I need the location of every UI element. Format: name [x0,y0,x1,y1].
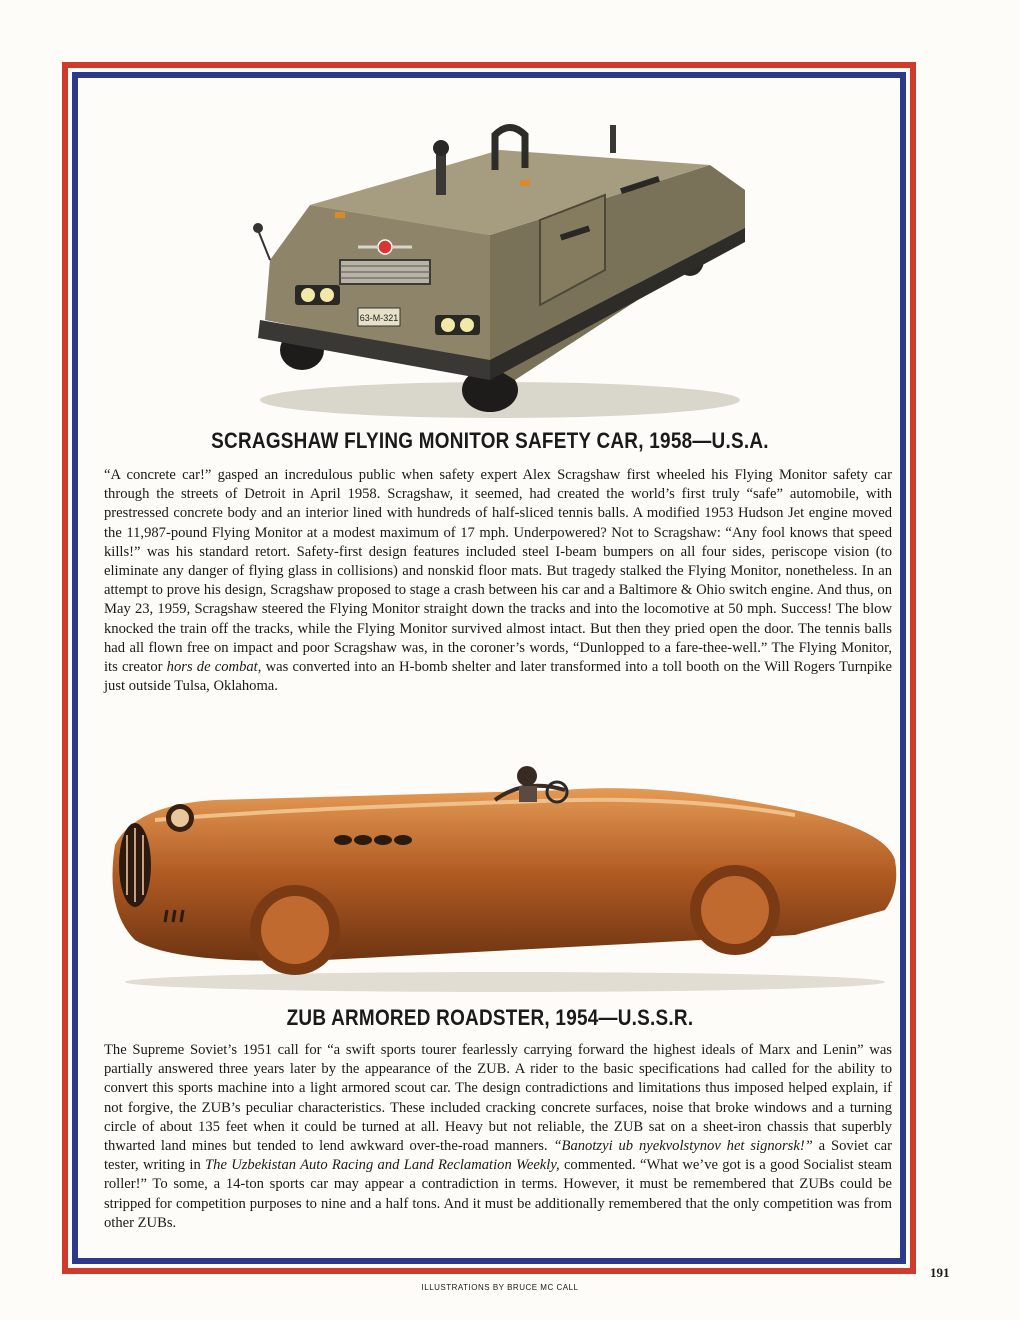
article1-body-main: “A concrete car!” gasped an incredulous public when safety expert Alex Scragshaw first wheeled his Flying Monitor safety car through the streets of Detroit in April 1958. Scragshaw, it seemed, had created the world’s first truly “safe” automobile, with prestressed concrete body and an interior lined with hundreds of half-sliced tennis balls. A modified 1953 Hudson Jet engine moved the 11,987-pound Flying Monitor at a modest maximum of 17 mph. Underpowered? Not to Scragshaw: “Any fool knows that speed kills!” was his standard retort. Safety-first design features included steel I-beam bumpers on all four sides, periscope vision (to eliminate any danger of flying glass in collisions) and nonskid floor mats. But tragedy stalked the Flying Monitor, nonetheless. In an attempt to prove his design, Scragshaw proposed to stage a crash between his car and a Baltimore & Ohio switch engine. And thus, on May 23, 1959, Scragshaw steered the Flying Monitor straight down the tracks and into the locomotive at 50 mph. Success! The blow knocked the train off the tracks, while the Flying Monitor survived almost intact. But then they pried open the door. The tennis balls had all flown free on impact and poor Scragshaw was, in the coroner’s words, “Dunlopped to a fare-thee-well.” The Flying Monitor, its creator [104,467,892,676]
article1-body [104,466,892,696]
article2-body [104,1041,892,1233]
flying-monitor-svg [240,110,760,430]
license-plate-text: 63-M-321 [359,313,399,323]
article1-body-end: was converted into an H-bomb shelter and later transformed into a toll booth on the Will Rogers Turnpike just outside Tulsa, Oklahoma. [104,659,892,695]
article2-body-italic-quote: “Banotzyi ub nyekvolstynov het signorsk!” [553,1138,813,1155]
article2-heading: ZUB ARMORED ROADSTER, 1954—U.S.S.R. [286,1005,694,1030]
article2-body-end: commented. “What we’ve got is a good Socialist steam roller!” To some, a 14-ton sports car may appear a contradiction in terms. However, it must be remembered that ZUBs could be stripped for competition purposes to nine and a half tons. And it must be additionally remembered that the only competition was from other ZUBs. [104,1157,893,1231]
article1-heading: SCRAGSHAW FLYING MONITOR SAFETY CAR, 1958—U.S.A. [211,428,769,453]
illustration-credit: ILLUSTRATIONS BY BRUCE MC CALL [421,1283,579,1292]
page-number: 191 [930,1265,950,1280]
article2-body-italic-publication: The Uzbekistan Auto Racing and Land Reclamation Weekly, [205,1157,560,1174]
article2-body-mid: a Soviet car tester, writing in [104,1138,892,1174]
article1-body-italic: hors de combat, [166,659,262,676]
article2-body-main: The Supreme Soviet’s 1951 call for “a swift sports tourer fearlessly carrying forward the highest ideals of Marx and Lenin” was partially answered three years later by the appearance of the ZUB. A rider to the basic specifications had called for the ability to convert this sports machine into a light armored scout car. The design contradictions and limitations thus imposed helped explain, if not forgive, the ZUB’s peculiar characteristics. These included cracking concrete surfaces, noise that broke windows and a turning circle of about 135 feet when it could be turned at all. Heavy but not reliable, the ZUB sat on a sheet-iron chassis that superbly thwarted land mines but tended to lend awkward over-the-road manners. [104,1042,892,1155]
flying-monitor-illustration [240,110,760,430]
zub-roadster-illustration [95,760,915,995]
zub-roadster-svg [95,760,915,995]
